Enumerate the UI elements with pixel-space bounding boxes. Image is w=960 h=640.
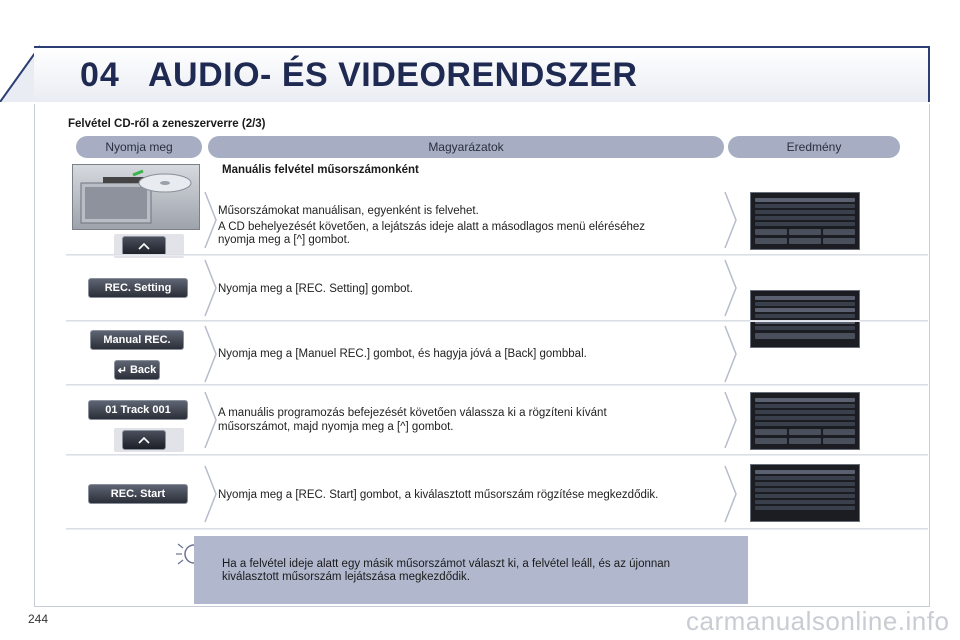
note-line1: Ha a felvétel ideje alatt egy másik műsorszámot választ ki, a felvétel leáll, és az újonnan bbox=[222, 558, 671, 570]
caret-up-icon bbox=[138, 242, 150, 250]
row1-line1: Műsorszámokat manuálisan, egyenként is felvehet. bbox=[218, 205, 479, 217]
row5-text: Nyomja meg a [REC. Start] gombot, a kiválasztott műsorszám rögzítése megkezdődik. bbox=[218, 489, 659, 501]
row-divider bbox=[66, 528, 928, 530]
page-number: 244 bbox=[28, 612, 49, 626]
subheading: Manuális felvétel műsorszámonként bbox=[222, 164, 419, 176]
up-button bbox=[122, 236, 166, 256]
result-screen-4 bbox=[750, 392, 860, 450]
rec-start-button: REC. Start bbox=[88, 484, 188, 504]
chevron-right-icon bbox=[724, 464, 738, 524]
back-arrow-icon: ↵ bbox=[117, 364, 127, 377]
chevron-right-icon bbox=[724, 258, 738, 318]
up-button bbox=[122, 430, 166, 450]
note-line2: kiválasztott műsorszám lejátszása megkezdődik. bbox=[222, 571, 470, 583]
track-select-button: 01 Track 001 bbox=[88, 400, 188, 420]
row1-line3: nyomja meg a [^] gombot. bbox=[218, 234, 350, 246]
row2-text: Nyomja meg a [REC. Setting] gombot. bbox=[218, 283, 413, 295]
chevron-right-icon bbox=[204, 324, 218, 384]
result-screen-1 bbox=[750, 192, 860, 250]
back-button-label: Back bbox=[129, 364, 157, 376]
note-text bbox=[222, 558, 732, 584]
result-screen-2 bbox=[750, 290, 860, 348]
column-header-result: Eredmény bbox=[728, 136, 900, 158]
manual-rec-button: Manual REC. bbox=[90, 330, 184, 350]
chevron-right-icon bbox=[724, 324, 738, 384]
cd-insert-image bbox=[72, 164, 200, 230]
chevron-right-icon bbox=[204, 390, 218, 450]
result-screen-5 bbox=[750, 464, 860, 522]
row-divider bbox=[66, 254, 928, 256]
chapter-title: AUDIO- ÉS VIDEORENDSZER bbox=[148, 56, 638, 94]
row-divider bbox=[66, 454, 928, 456]
row4-line1: A manuális programozás befejezését követően válassza ki a rögzíteni kívánt bbox=[218, 407, 607, 419]
chevron-right-icon bbox=[724, 390, 738, 450]
column-header-press: Nyomja meg bbox=[76, 136, 202, 158]
chevron-right-icon bbox=[724, 190, 738, 250]
row3-text: Nyomja meg a [Manuel REC.] gombot, és hagyja jóvá a [Back] gombbal. bbox=[218, 348, 587, 360]
back-button bbox=[114, 360, 160, 380]
row-divider bbox=[66, 384, 928, 386]
row4-line2: műsorszámot, majd nyomja meg a [^] gombot. bbox=[218, 421, 454, 433]
section-title: Felvétel CD-ről a zeneszerverre (2/3) bbox=[68, 118, 266, 130]
chevron-right-icon bbox=[204, 190, 218, 250]
chapter-number: 04 bbox=[80, 56, 120, 94]
chevron-right-icon bbox=[204, 464, 218, 524]
caret-up-icon bbox=[138, 436, 150, 444]
chevron-right-icon bbox=[204, 258, 218, 318]
row-divider bbox=[66, 320, 928, 322]
rec-setting-button: REC. Setting bbox=[88, 278, 188, 298]
row1-line2: A CD behelyezését követően, a lejátszás ideje alatt a másodlagos menü eléréséhez bbox=[218, 221, 646, 233]
column-header-explanations: Magyarázatok bbox=[208, 136, 724, 158]
watermark: carmanualsonline.info bbox=[686, 606, 950, 636]
